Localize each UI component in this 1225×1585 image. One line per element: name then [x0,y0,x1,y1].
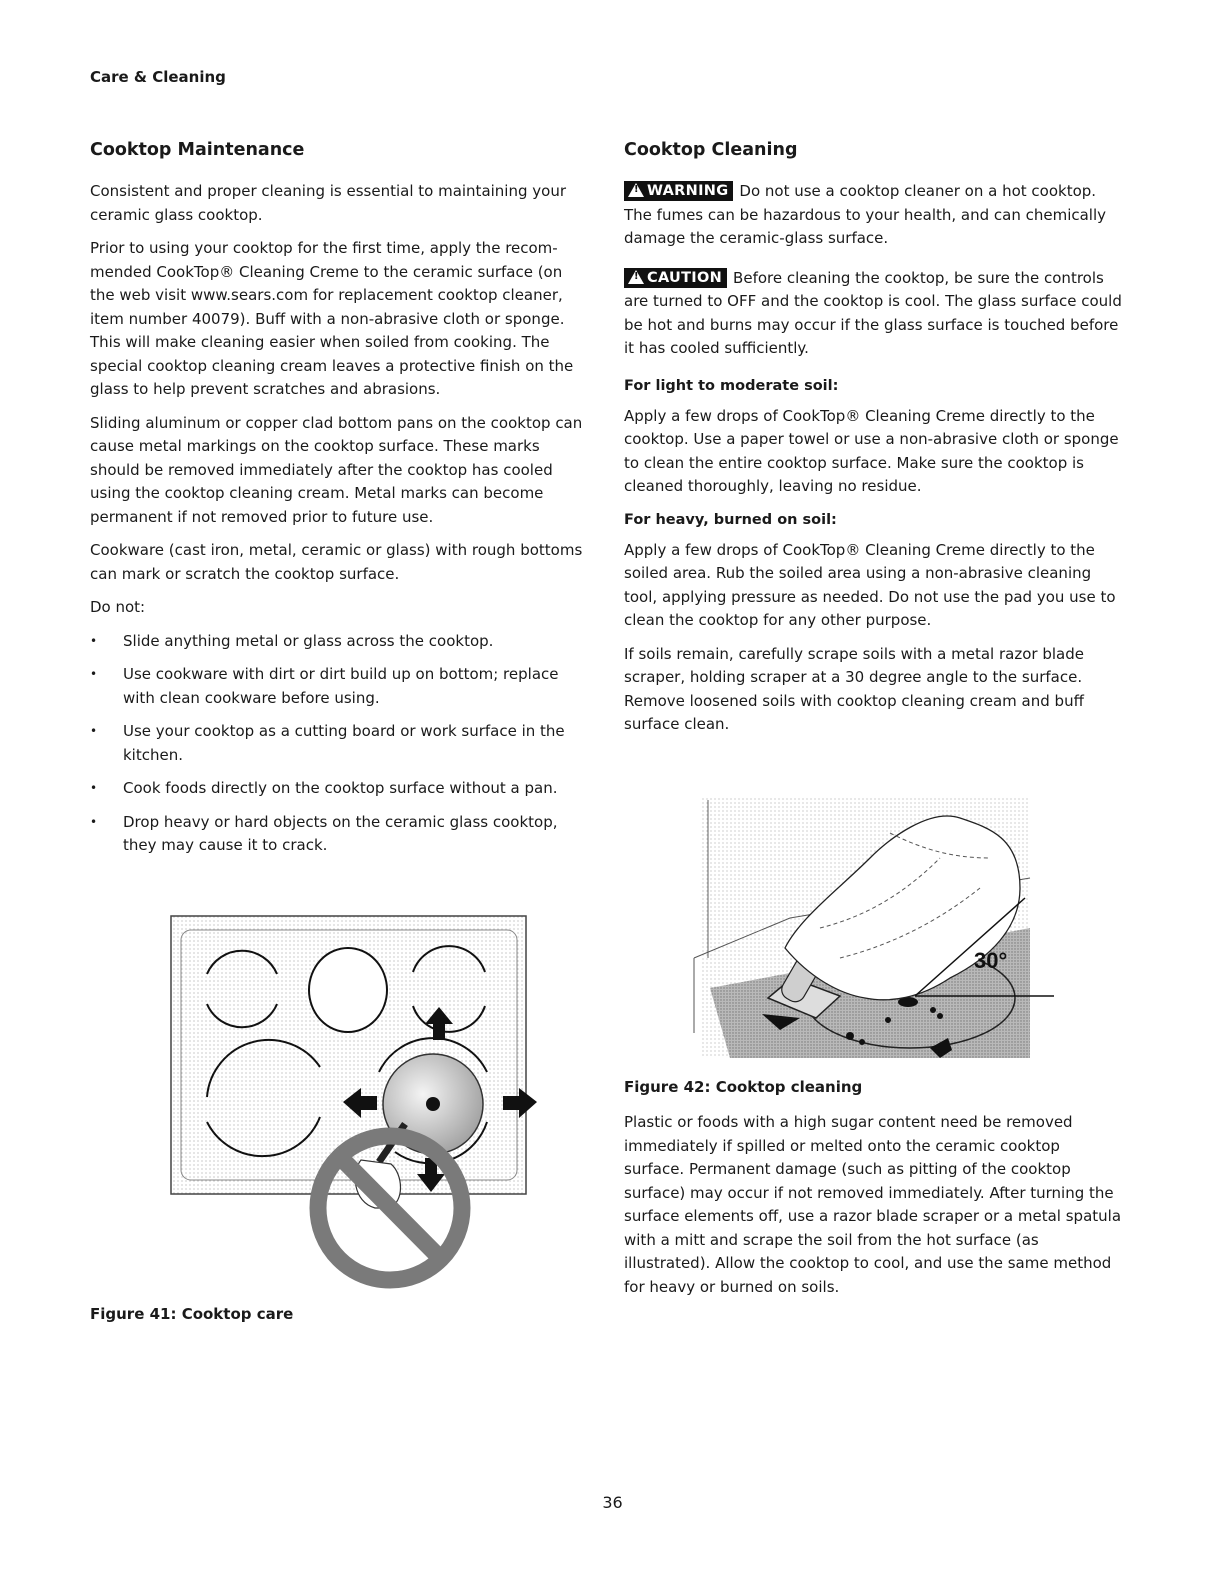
caution-triangle-icon [628,270,644,284]
figure-42-caption: Figure 42: Cooktop cleaning [624,1078,863,1096]
warning-label: WARNING [647,183,729,199]
list-item [90,630,586,654]
list-item-text: Slide anything metal or glass across the cooktop. [123,631,494,650]
figure-41-caption: Figure 41: Cooktop care [90,1305,294,1323]
list-item [90,777,586,801]
warning-paragraph [624,180,1124,251]
do-not-label: Do not: [90,598,146,616]
caution-text: Before cleaning the cooktop, be sure the controls are turned to OFF and the cooktop is cool. The glass surface could be hot and burns may occur if the glass surface is touched before it has cooled sufficiently. [624,268,1122,357]
maintenance-paragraph-2: Prior to using your cooktop for the first time, apply the recom- mended CookTop® Cleaning Creme to the ceramic surface (on the web visit www.sears.com for replacement cooktop cleaner, item number 40079). Buff with a non-abrasive cloth or sponge. This will make cleaning easier when soiled from cooking. The special cooktop cleaning cream leaves a protective finish on the glass to help prevent scratches and abrasions. [90,239,574,398]
page-number: 36 [602,1493,623,1512]
list-item-text: Drop heavy or hard objects on the ceramic glass cooktop, they may cause it to crack. [123,812,558,854]
caution-label: CAUTION [647,269,723,286]
maintenance-paragraph-4: Cookware (cast iron, metal, ceramic or glass) with rough bottoms can mark or scratch the cooktop surface. [90,541,583,583]
heavy-soil-heading: For heavy, burned on soil: [624,511,837,528]
bullet-icon: • [90,633,98,648]
list-item [90,720,586,767]
do-not-list [90,630,586,858]
bullet-icon: • [90,724,98,738]
bullet-icon: • [90,814,98,829]
heavy-soil-text: Apply a few drops of CookTop® Cleaning Creme directly to the soiled area. Rub the soiled area using a non-abrasive cleaning tool, applying pressure as needed. Do not use the pad you use to clean the cooktop for any other purpose. [624,540,1116,629]
section-header: Care & Cleaning [90,68,226,86]
list-item-text: Use cookware with dirt or dirt build up on bottom; replace with clean cookware before using. [123,665,559,707]
maintenance-paragraph-3: Sliding aluminum or copper clad bottom pans on the cooktop can cause metal markings on the cooktop surface. These marks should be removed immediately after the cooktop has cooled using the cooktop cleaning cream. Metal marks can become permanent if not removed prior to future use. [90,413,583,526]
right-column [624,138,1124,747]
light-soil-text: Apply a few drops of CookTop® Cleaning Creme directly to the cooktop. Use a paper towel or use a non-abrasive cloth or sponge to clean the entire cooktop surface. Make sure the cooktop is cleaned thoroughly, leaving no residue. [624,406,1119,495]
after-figure-text: Plastic or foods with a high sugar content need be removed immediately if spilled or melted onto the ceramic cooktop surface. Permanent damage (such as pitting of the cooktop surface) may occur if not removed immediately. After turning the surface elements off, use a razor blade scraper or a metal spatula with a mitt and scrape the soil from the hot surface (as illustrated). Allow the cooktop to cool, and use the same method for heavy or burned on soils. [624,1113,1122,1296]
cooktop-care-illustration [165,912,540,1292]
cooktop-maintenance-title: Cooktop Maintenance [90,140,305,160]
warning-text: Do not use a cooktop cleaner on a hot cooktop. The fumes can be hazardous to your health, and can chemically damage the ceramic-glass surface. [624,182,1107,247]
warning-triangle-icon [628,183,644,197]
left-column [90,138,586,868]
scrape-text: If soils remain, carefully scrape soils with a metal razor blade scraper, holding scraper at a 30 degree angle to the surface. Remove loosened soils with cooktop cleaning cream and buff surface clean. [624,644,1084,733]
cooktop-cleaning-title: Cooktop Cleaning [624,140,798,160]
list-item [90,663,586,710]
caution-badge [624,268,727,288]
cooktop-cleaning-illustration [690,798,1060,1060]
warning-badge [624,181,733,201]
bullet-icon: • [90,781,98,795]
light-soil-heading: For light to moderate soil: [624,377,839,394]
maintenance-paragraph-1: Consistent and proper cleaning is essential to maintaining your ceramic glass cooktop. [90,182,567,224]
burner-top-center [309,948,387,1032]
list-item [90,811,586,858]
list-item-text: Cook foods directly on the cooktop surface without a pan. [123,779,558,797]
caution-paragraph [624,267,1124,361]
bullet-icon: • [90,667,98,681]
angle-label: 30° [974,948,1008,973]
list-item-text: Use your cooktop as a cutting board or work surface in the kitchen. [123,722,565,764]
